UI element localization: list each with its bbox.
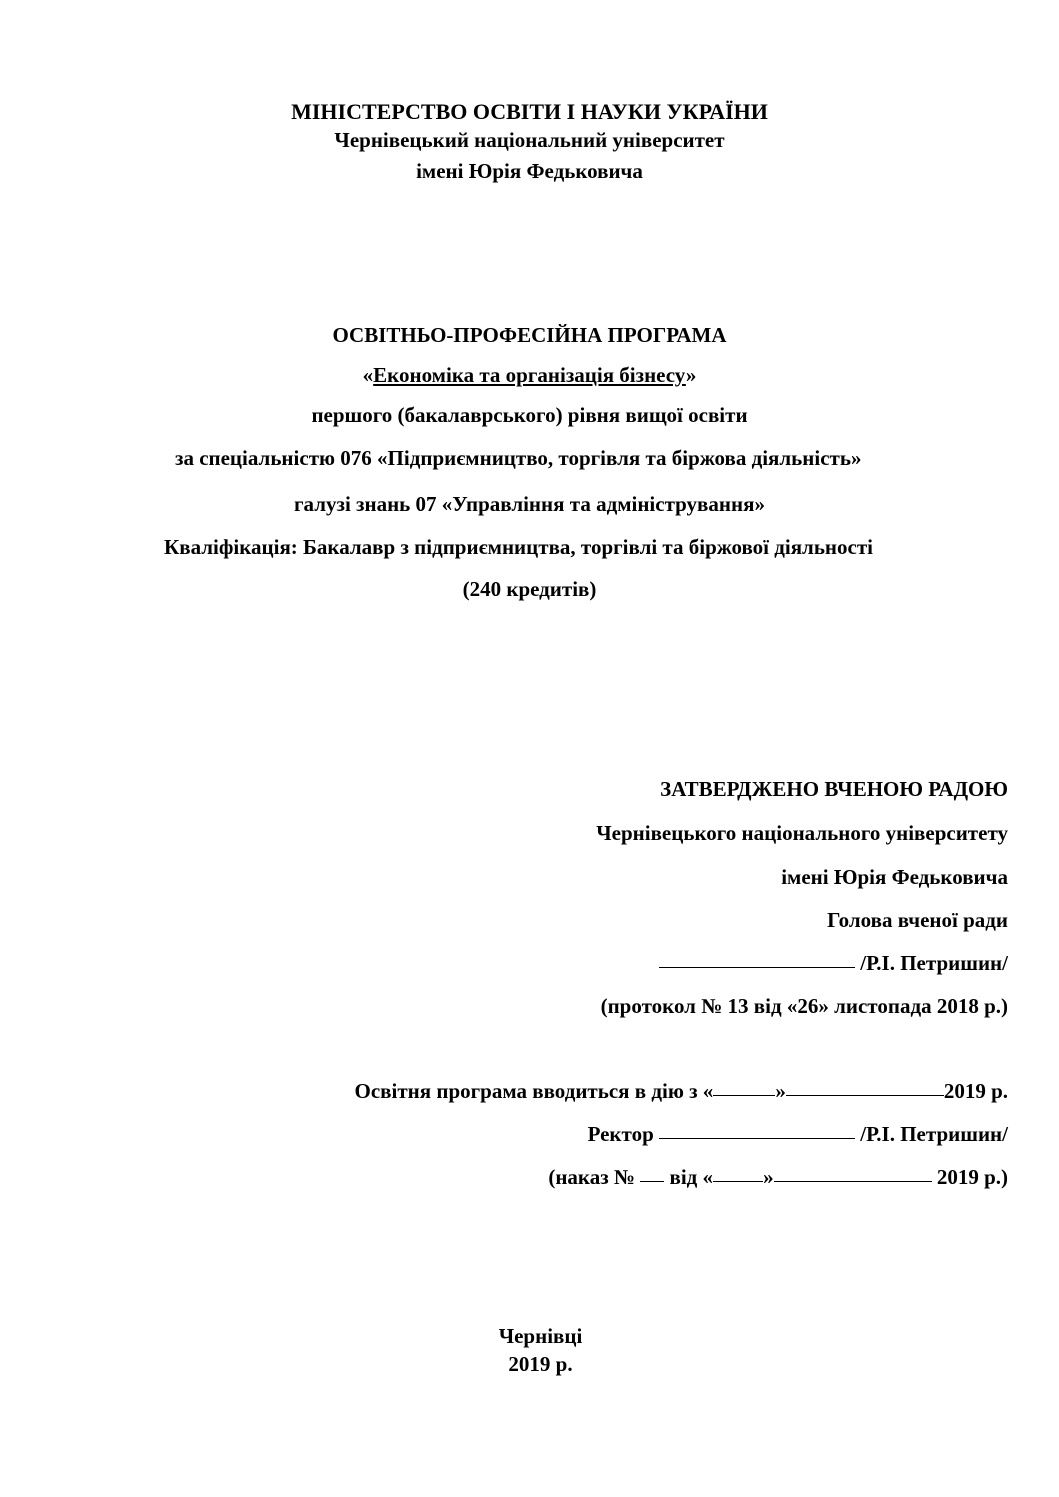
approval-heading: ЗАТВЕРДЖЕНО ВЧЕНОЮ РАДОЮ — [660, 777, 1008, 801]
order-month-blank — [774, 1180, 932, 1182]
order-prefix: (наказ № — [548, 1165, 635, 1189]
footer-city: Чернівці — [498, 1324, 583, 1348]
approval-university-name: імені Юрія Федьковича — [781, 865, 1008, 889]
program-name-close-quote: » — [685, 363, 697, 387]
program-title: ОСВІТНЬО-ПРОФЕСІЙНА ПРОГРАМА — [332, 323, 727, 347]
program-name-text: Економіка та організація бізнесу — [373, 363, 686, 387]
rector-line — [588, 1124, 1008, 1145]
approval-signature-line — [659, 953, 1008, 974]
program-field: галузі знань 07 «Управління та адміністрування» — [294, 492, 765, 516]
university-name-heading: імені Юрія Федьковича — [416, 159, 643, 183]
order-mid-quote: » — [763, 1165, 774, 1189]
order-from: від « — [669, 1165, 714, 1189]
program-qualification: Кваліфікація: Бакалавр з підприємництва, торгівлі та біржової діяльності — [164, 535, 874, 559]
approval-university: Чернівецького національного університету — [596, 821, 1008, 845]
order-number-blank — [640, 1180, 664, 1182]
order-line — [548, 1167, 1008, 1188]
order-year: 2019 р.) — [936, 1165, 1008, 1189]
order-day-blank — [713, 1180, 763, 1182]
university-heading: Чернівецький національний університет — [334, 128, 725, 152]
program-specialty: за спеціальністю 076 «Підприємництво, торгівля та біржова діяльність» — [175, 446, 862, 470]
rector-signatory: /Р.І. Петришин/ — [860, 1122, 1008, 1146]
enactment-month-blank — [786, 1094, 944, 1096]
program-credits: (240 кредитів) — [462, 577, 597, 601]
program-name-open-quote: « — [362, 363, 374, 387]
program-name — [0, 365, 1059, 386]
enactment-year: 2019 р. — [943, 1079, 1008, 1103]
rector-label: Ректор — [587, 1122, 654, 1146]
signature-blank — [659, 966, 855, 968]
ministry-heading: МІНІСТЕРСТВО ОСВІТИ І НАУКИ УКРАЇНИ — [291, 99, 768, 124]
enactment-line — [355, 1081, 1009, 1102]
approval-protocol: (протокол № 13 від «26» листопада 2018 р.) — [600, 994, 1008, 1018]
footer-year: 2019 р. — [508, 1352, 573, 1376]
approval-chair: Голова вченої ради — [827, 908, 1008, 932]
program-level: першого (бакалаврського) рівня вищої освіти — [311, 403, 748, 427]
enactment-intro: Освітня програма вводиться в дію з « — [354, 1079, 714, 1103]
approval-signatory: /Р.І. Петришин/ — [860, 951, 1008, 975]
enactment-mid-quote: » — [775, 1079, 786, 1103]
enactment-day-blank — [713, 1094, 775, 1096]
rector-signature-blank — [659, 1137, 855, 1139]
